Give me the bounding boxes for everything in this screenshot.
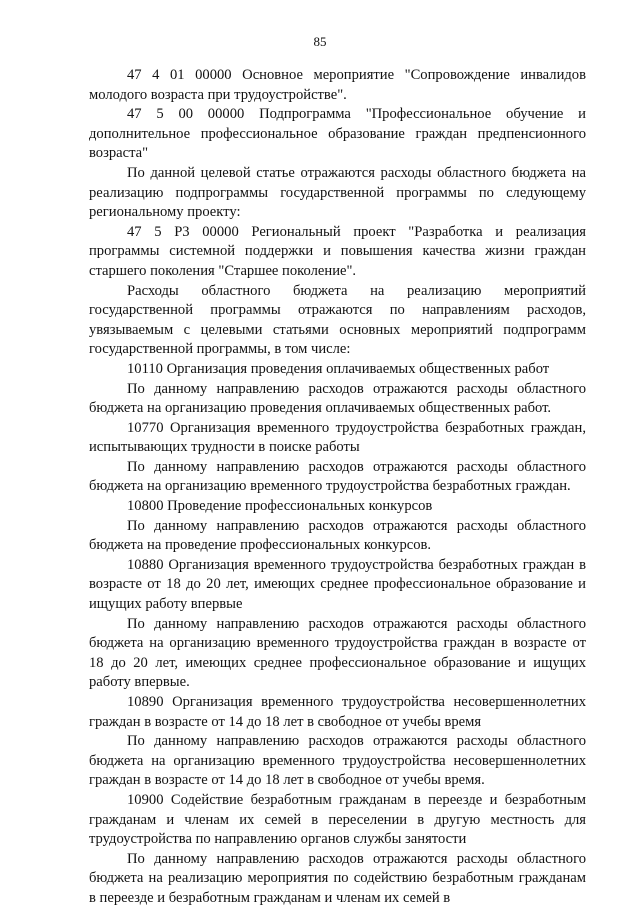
paragraph: Расходы областного бюджета на реализацию мероприятий государственной программы отражаются по направлениям расходов, увязываемым с целевыми статьями основных мероприятий подпрограмм государственной программы, в том числе: bbox=[89, 282, 586, 358]
paragraph: 47 5 00 00000 Подпрограмма "Профессиональное обучение и дополнительное профессиональное образование граждан предпенсионного возраста" bbox=[89, 106, 586, 162]
paragraph: 10890 Организация временного трудоустройства несовершеннолетних граждан в возрасте от 14 до 18 лет в свободное от учебы время bbox=[89, 694, 586, 730]
paragraph: По данному направлению расходов отражаются расходы областного бюджета на организацию временного трудоустройства безработных граждан. bbox=[89, 458, 586, 495]
paragraph: 10800 Проведение профессиональных конкурсов bbox=[127, 498, 433, 515]
page-number: 85 bbox=[313, 34, 327, 49]
paragraph: 10770 Организация временного трудоустройства безработных граждан, испытывающих трудности в поиске работы bbox=[89, 419, 586, 456]
document-body bbox=[89, 66, 586, 909]
paragraph: По данному направлению расходов отражаются расходы областного бюджета на организацию временного трудоустройства несовершеннолетних граждан в возрасте от 14 до 18 лет в свободное от учебы время. bbox=[89, 733, 586, 789]
paragraph: По данному направлению расходов отражаются расходы областного бюджета на организацию временного трудоустройства граждан в возрасте от 18 до 20 лет, имеющих среднее профессиональное образование и ищущих работу впервые. bbox=[89, 615, 586, 691]
paragraph: 10110 Организация проведения оплачиваемых общественных работ bbox=[127, 360, 550, 377]
paragraph: По данному направлению расходов отражаются расходы областного бюджета на реализацию мероприятия по содействию безработным гражданам в переезде и безработным гражданам и членам их семей в bbox=[89, 850, 586, 906]
paragraph: 47 5 P3 00000 Региональный проект "Разработка и реализация программы системной поддержки и повышения качества жизни граждан старшего поколения "Старшее поколение". bbox=[89, 223, 586, 279]
paragraph: По данному направлению расходов отражаются расходы областного бюджета на организацию проведения оплачиваемых общественных работ. bbox=[89, 380, 586, 417]
paragraph: По данному направлению расходов отражаются расходы областного бюджета на проведение профессиональных конкурсов. bbox=[89, 517, 586, 554]
paragraph: 10880 Организация временного трудоустройства безработных граждан в возрасте от 18 до 20 лет, имеющих среднее профессиональное образование и ищущих работу впервые bbox=[89, 556, 586, 613]
paragraph: По данной целевой статье отражаются расходы областного бюджета на реализацию подпрограммы государственной программы по следующему региональному проекту: bbox=[89, 164, 586, 221]
paragraph: 10900 Содействие безработным гражданам в переезде и безработным гражданам и членам их семей в переселении в другую местность для трудоустройства по направлению органов службы занятости bbox=[89, 791, 586, 848]
paragraph: 47 4 01 00000 Основное мероприятие "Сопровождение инвалидов молодого возраста при трудоустройстве". bbox=[89, 67, 586, 103]
